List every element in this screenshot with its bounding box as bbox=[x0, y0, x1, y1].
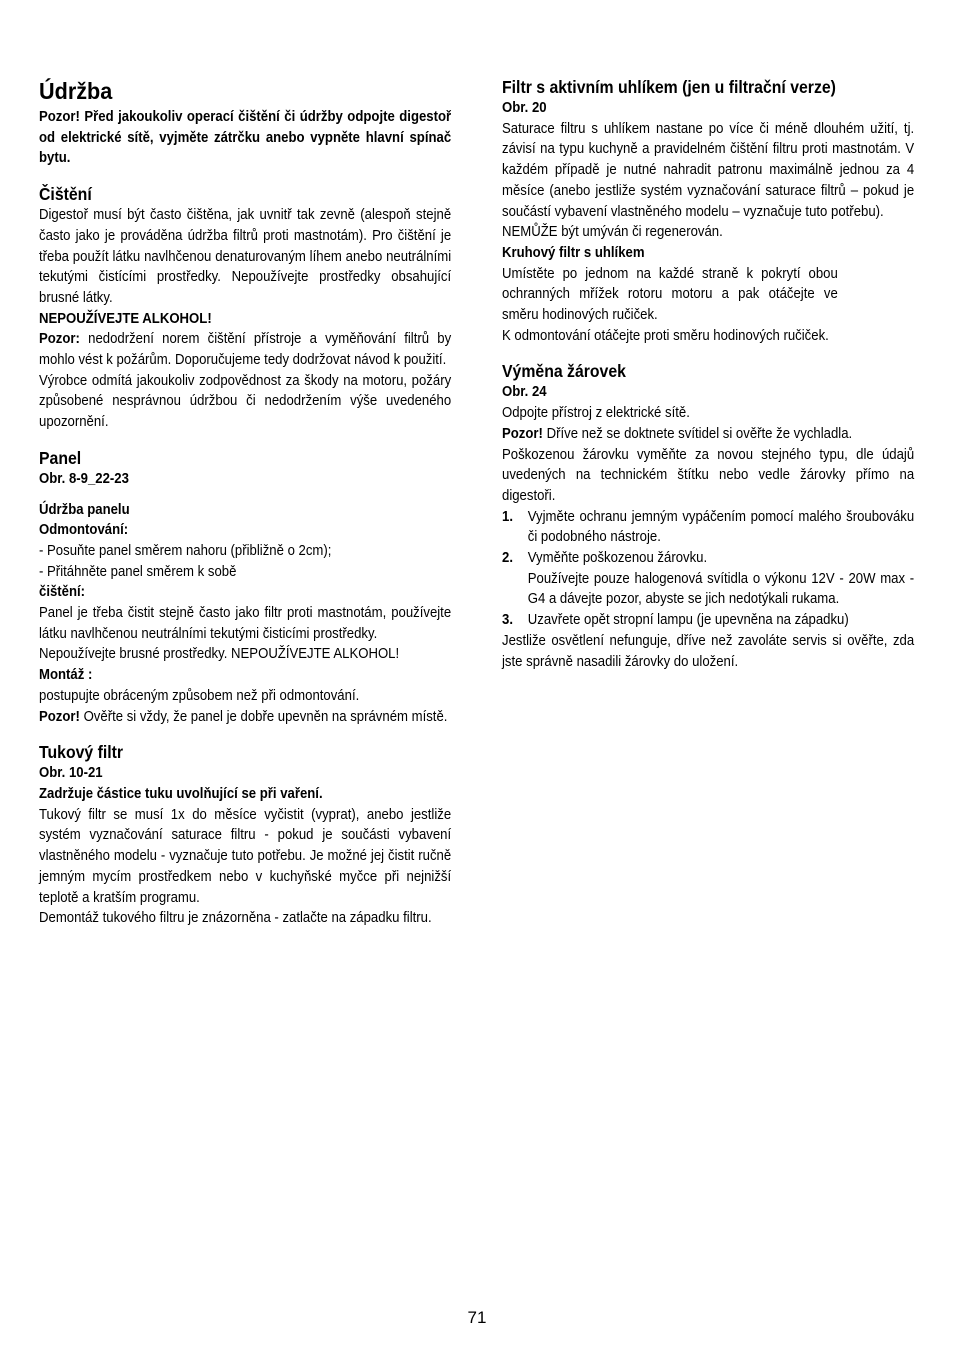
page-number: 71 bbox=[467, 1308, 487, 1327]
caution-text: Dříve než se doktnete svítidel si ověřte že vychladla. bbox=[542, 425, 853, 442]
step-text-detail: Používejte pouze halogenová svítidla o výkonu 12V - 20W max - G4 a dávejte pozor, abyste se jich nedotýkali rukama. bbox=[527, 570, 915, 608]
liability-paragraph: Výrobce odmítá jakoukoliv zodpovědnost za škody na motoru, požáry způsobené nesprávnou údržbou či nedodržením výše uvedeného upozornění. bbox=[39, 372, 452, 431]
no-alcohol-warning: NEPOUŽÍVEJTE ALKOHOL! bbox=[39, 310, 212, 327]
removal-step: - Posuňte panel směrem nahoru (přibližně o 2cm); bbox=[39, 542, 332, 559]
list-item bbox=[502, 548, 914, 610]
step-text: Vyměňte poškozenou žárovku. bbox=[527, 550, 708, 567]
caution-text: nedodržení norem čištění přístroje a vyměňování filtrů by mohlo vést k požárům. Doporučujeme tedy dodržovat návod k použití. bbox=[39, 331, 452, 369]
caution-label: Pozor! bbox=[39, 708, 80, 725]
step-text: Vyjměte ochranu jemným vypáčením pomocí malého šroubováku či podobného nástroje. bbox=[527, 508, 915, 546]
round-filter-install: Umístěte po jednom na každé straně k pokrytí obou ochranných mřížek rotoru motoru a pak otáčejte ve směru hodinových ručiček. bbox=[502, 265, 838, 324]
round-filter-heading: Kruhový filtr s uhlíkem bbox=[502, 244, 645, 261]
carbon-filter-heading: Filtr s aktivním uhlíkem (jen u filtrační verze) bbox=[502, 77, 836, 97]
list-item bbox=[502, 507, 914, 548]
carbon-figure-ref: Obr. 20 bbox=[502, 100, 547, 116]
carbon-paragraph: Saturace filtru s uhlíkem nastane po více či méně dlouhém užití, tj. závisí na typu kuchyně a pravidelném čištění filtru proti mastnotám. V každém případě je nutné nahradit patronu maximálně jednou za 4 měsíce (anebo jestliže systém vyznačování saturace filtrů – pokud je součástí vybavení vlastněného modelu – vyznačuje tuto potřebu). bbox=[502, 120, 915, 220]
removal-label: Odmontování: bbox=[39, 522, 129, 539]
list-item bbox=[502, 610, 914, 631]
caution-text: Ověřte si vždy, že panel je dobře upevněn na správném místě. bbox=[79, 708, 448, 725]
panel-maintenance-heading: Údržba panelu bbox=[39, 501, 130, 518]
left-column bbox=[39, 76, 451, 929]
caution-label: Pozor: bbox=[39, 331, 80, 348]
step-number: 3. bbox=[502, 612, 513, 629]
panel-figure-ref: Obr. 8-9_22-23 bbox=[39, 470, 129, 487]
grease-figure-ref: Obr. 10-21 bbox=[39, 765, 103, 782]
grease-subheading: Zadržuje částice tuku uvolňující se při vaření. bbox=[39, 785, 323, 802]
panel-heading: Panel bbox=[39, 447, 82, 468]
step-number: 2. bbox=[502, 550, 513, 567]
panel-caution bbox=[39, 707, 451, 728]
cleaning-caution bbox=[39, 329, 451, 370]
removal-step: - Přitáhněte panel směrem k sobě bbox=[39, 563, 237, 580]
bulb-replace-paragraph: Poškozenou žárovku vyměňte za novou stejného typu, dle údajů uvedených na technickém štítku nebo vedle žárovky přímo na digestoři. bbox=[502, 446, 915, 504]
round-filter-remove: K odmontování otáčejte proti směru hodinových ručiček. bbox=[502, 327, 829, 344]
cleaning-heading: Čištění bbox=[39, 184, 92, 205]
cleaning-paragraph: Digestoř musí být často čištěna, jak uvnitř tak zevně (alespoň stejně často jako je prováděna údržba filtrů proti mastnotám). Pro čištění je třeba použít látku navlhčenou denaturovaným líhem anebo neutrálními tekutými čistícími prostředky. Nepoužívejte prostředky obsahující brusné látky. bbox=[39, 207, 452, 306]
carbon-no-wash: NEMŮŽE být umýván či regenerován. bbox=[502, 224, 723, 241]
mounting-label: Montáž : bbox=[39, 667, 93, 684]
panel-cleaning-text-2: Nepoužívejte brusné prostředky. NEPOUŽÍVEJTE ALKOHOL! bbox=[39, 646, 400, 663]
bulb-caution bbox=[502, 424, 914, 445]
page-title: Údržba bbox=[39, 78, 113, 104]
bulb-figure-ref: Obr. 24 bbox=[502, 384, 547, 401]
step-text: Uzavřete opět stropní lampu (je upevněna na západku) bbox=[527, 612, 849, 629]
caution-label: Pozor! bbox=[502, 425, 543, 442]
bulb-disconnect: Odpojte přístroj z elektrické sítě. bbox=[502, 405, 690, 422]
mounting-text: postupujte obráceným způsobem než při odmontování. bbox=[39, 687, 360, 704]
panel-cleaning-label: čištění: bbox=[39, 584, 86, 601]
grease-paragraph: Tukový filtr se musí 1x do měsíce vyčistit (vyprat), anebo jestliže systém vyznačování saturace filtru - pokud je součásti vybavení vlastněného modelu - vyznačuje tuto potřebu. Je možné jej čistit ručně jemným mycím prostředkem nebo v kuchyňské myčce při nejnižší teplotě a kratším programu. bbox=[39, 806, 452, 906]
right-column bbox=[502, 76, 914, 672]
step-number: 1. bbox=[502, 508, 513, 525]
safety-warning: Pozor! Před jakoukoliv operací čištění či údržby odpojte digestoř od elektrické sítě, vyjměte zátrčku anebo vypněte hlavní spínač bytu. bbox=[39, 109, 452, 167]
bulb-troubleshoot-paragraph: Jestliže osvětlení nefunguje, dříve než zavoláte servis si ověřte, zda jste správně nasadili žárovky do uložení. bbox=[502, 632, 915, 670]
bulb-heading: Výměna žárovek bbox=[502, 361, 626, 382]
grease-filter-heading: Tukový filtr bbox=[39, 742, 124, 763]
panel-cleaning-text: Panel je třeba čistit stejně často jako filtr proti mastnotám, používejte látku navlhčenou neutrálními tekutými čisticími prostředky. bbox=[39, 605, 452, 642]
grease-removal-paragraph: Demontáž tukového filtru je znázorněna - zatlačte na západku filtru. bbox=[39, 910, 432, 927]
